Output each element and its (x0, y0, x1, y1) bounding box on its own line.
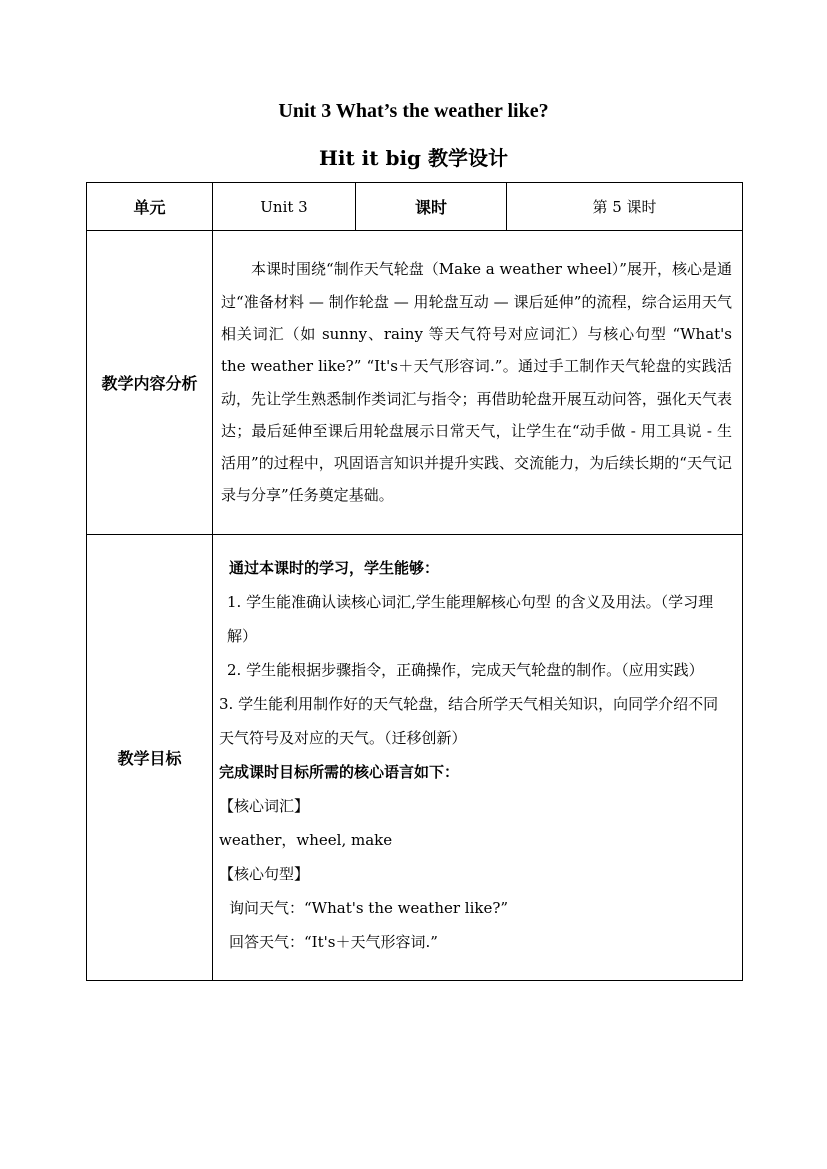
document-title: Unit 3 What’s the weather like? (278, 100, 549, 122)
document-subtitle: Hit it big 教学设计 (318, 146, 509, 170)
analysis-content (213, 231, 743, 535)
pattern-heading: 【核心句型】 (219, 864, 310, 883)
period-label: 课时 (356, 183, 507, 231)
goals-intro: 通过本课时的学习，学生能够： (229, 558, 440, 577)
goal-item-1: 1. 学生能准确认读核心词汇,学生能理解核心句型 的含义及用法。（学习理解） (227, 592, 714, 645)
period-value: 第 5 课时 (507, 183, 743, 231)
pattern-answer: 回答天气：“It's＋天气形容词.” (229, 932, 438, 951)
goal-item-3: 3. 学生能利用制作好的天气轮盘，结合所学天气相关知识，向同学介绍不同天气符号及对应的天气。（迁移创新） (219, 694, 719, 747)
pattern-ask: 询问天气：“What's the weather like?” (229, 898, 509, 917)
lesson-plan-table (86, 182, 743, 981)
goals-row (87, 535, 743, 981)
core-language-intro: 完成课时目标所需的核心语言如下： (219, 762, 460, 781)
goal-item-2: 2. 学生能根据步骤指令，正确操作，完成天气轮盘的制作。（应用实践） (227, 660, 704, 679)
vocab-list: weather，wheel, make (219, 830, 393, 849)
analysis-row (87, 231, 743, 535)
analysis-label: 教学内容分析 (87, 231, 213, 535)
unit-value: Unit 3 (213, 183, 356, 231)
goals-label: 教学目标 (87, 535, 213, 981)
analysis-text: 本课时围绕“制作天气轮盘（Make a weather wheel）”展开，核心是通过“准备材料 — 制作轮盘 — 用轮盘互动 — 课后延伸”的流程，综合运用天气相关词汇（如 sunny、rainy 等天气符号对应词汇）与核心句型 “What's the weather like?” “It's＋天气形容词.”。通过手工制作天气轮盘的实践活动，先让学生熟悉制作类词汇与指令；再借助轮盘开展互动问答，强化天气表达；最后延伸至课后用轮盘展示日常天气，让学生在“动手做 - 用工具说 - 生活用”的过程中，巩固语言知识并提升实践、交流能力，为后续长期的“天气记录与分享”任务奠定基础。 (221, 260, 732, 505)
goals-content (213, 535, 743, 981)
header-row (87, 183, 743, 231)
vocab-heading: 【核心词汇】 (219, 796, 310, 815)
unit-label: 单元 (87, 183, 213, 231)
